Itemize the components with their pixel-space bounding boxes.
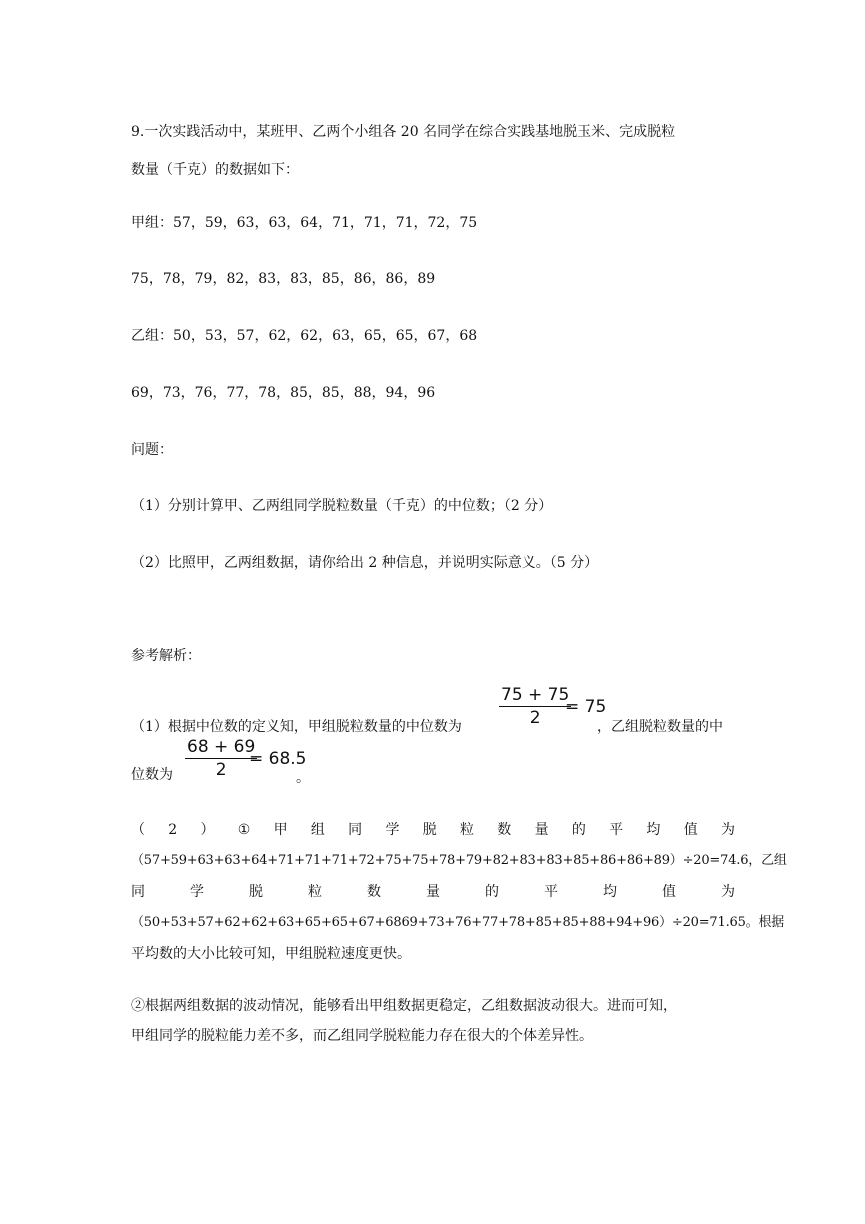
justified-char: 值 (662, 884, 676, 900)
justified-char: 均 (603, 884, 617, 900)
justified-char: 甲 (273, 822, 288, 838)
median-a-numerator: 75 + 75 (501, 685, 570, 705)
median-a-result: = 75 (565, 697, 607, 717)
question-2: （2）比照甲，乙两组数据，请你给出 2 种信息，并说明实际意义。（5 分） (131, 555, 599, 571)
answer-2-line-5: 平均数的大小比较可知，甲组脱粒速度更快。 (131, 946, 411, 962)
justified-char: 平 (609, 822, 624, 838)
justified-char: 粒 (308, 884, 322, 900)
justified-char: 同 (131, 884, 145, 900)
question-1: （1）分别计算甲、乙两组同学脱粒数量（千克）的中位数；（2 分） (131, 498, 553, 514)
median-a-denominator: 2 (529, 708, 541, 728)
justified-char: 脱 (422, 822, 437, 838)
justified-char: 脱 (249, 884, 263, 900)
group-b-line-2: 69，73，76，77，78，85，85，88，94，96 (131, 385, 436, 401)
answer-1-line-2-end: 。 (296, 770, 310, 786)
group-b-line-1: 乙组：50，53，57，62，62，63，65，65，67，68 (131, 328, 478, 344)
median-b-result: = 68.5 (249, 749, 307, 769)
question-line-2: 数量（千克）的数据如下： (131, 162, 299, 178)
justified-char: 为 (721, 884, 735, 900)
justified-char: 的 (571, 822, 586, 838)
answer-1-line-1-end: ，乙组脱粒数量的中 (597, 719, 723, 735)
justified-char: 量 (534, 822, 549, 838)
justified-char: ） (200, 822, 215, 838)
question-line-1: 9.一次实践活动中，某班甲、乙两个小组各 20 名同学在综合实践基地脱玉米、完成脱粒 (131, 124, 676, 140)
justified-char: ① (237, 822, 251, 838)
justified-char: 2 (168, 822, 178, 838)
justified-char: 数 (497, 822, 512, 838)
answer-3-line-2: 甲组同学的脱粒能力差不多，而乙组同学脱粒能力存在很大的个体差异性。 (131, 1028, 593, 1044)
justified-char: 均 (646, 822, 661, 838)
group-a-line-1: 甲组：57，59，63，63，64，71，71，71，72，75 (131, 215, 478, 231)
answer-1-line-2-start: 位数为 (131, 767, 173, 783)
justified-char: 值 (683, 822, 698, 838)
group-a-line-2: 75，78，79，82，83，83，85，86，86，89 (131, 271, 436, 287)
justified-char: 为 (720, 822, 735, 838)
prompt-label: 问题： (131, 442, 173, 458)
median-b-numerator: 68 + 69 (187, 737, 256, 757)
median-b-fraction (185, 737, 257, 780)
answer-2-line-4: （50+53+57+62+62+63+65+65+67+6869+73+76+77+78+85+85+88+94+96）÷20=71.65。根据 (131, 915, 785, 930)
justified-char: 平 (544, 884, 558, 900)
answer-3-line-1: ②根据两组数据的波动情况，能够看出甲组数据更稳定，乙组数据波动很大。进而可知， (131, 998, 677, 1014)
answer-2-line-2: （57+59+63+63+64+71+71+71+72+75+75+78+79+82+83+83+85+86+86+89）÷20=74.6，乙组 (131, 853, 787, 868)
justified-char: 量 (426, 884, 440, 900)
median-a-fraction (499, 685, 571, 728)
answer-1-line-1-start: （1）根据中位数的定义知，甲组脱粒数量的中位数为 (131, 719, 462, 735)
answer-heading: 参考解析： (131, 648, 201, 664)
justified-char: （ (131, 822, 145, 838)
justified-char: 的 (485, 884, 499, 900)
median-b-denominator: 2 (215, 760, 227, 780)
justified-char: 粒 (460, 822, 475, 838)
answer-2-line-1 (131, 820, 735, 840)
justified-char: 学 (190, 884, 204, 900)
justified-char: 组 (310, 822, 325, 838)
justified-char: 数 (367, 884, 381, 900)
justified-char: 同 (348, 822, 363, 838)
justified-char: 学 (385, 822, 400, 838)
answer-2-line-3 (131, 882, 735, 902)
